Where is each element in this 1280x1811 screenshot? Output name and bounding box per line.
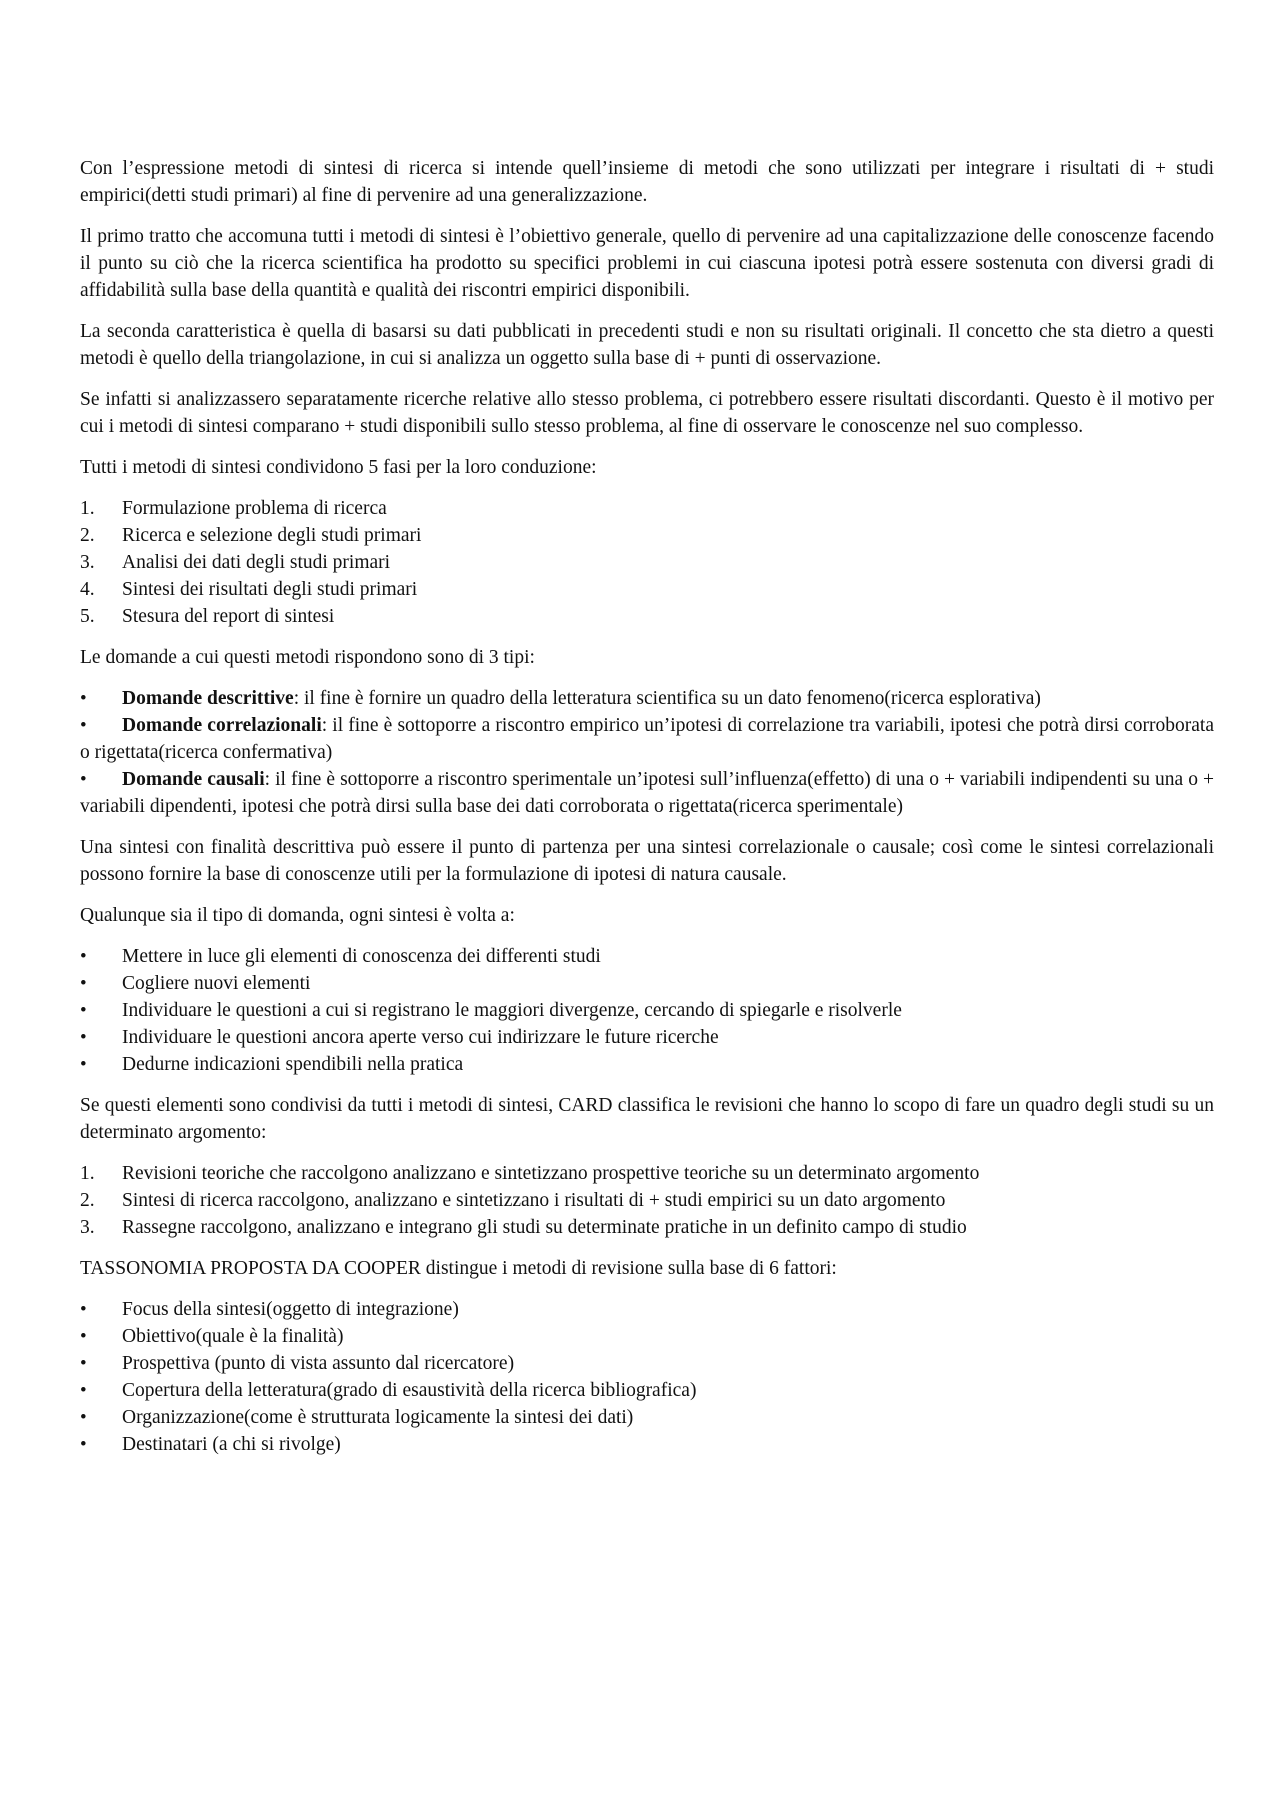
list-item [80, 1187, 1214, 1214]
list-item-text: Individuare le questioni ancora aperte verso cui indirizzare le future ricerche [122, 1027, 719, 1048]
list-item [80, 997, 1214, 1024]
list-item [80, 1377, 1214, 1404]
phases-list [80, 495, 1214, 630]
list-item-text: Cogliere nuovi elementi [122, 973, 311, 994]
list-item-text: Sintesi di ricerca raccolgono, analizzano e sintetizzano i risultati di + studi empirici su un dato argomento [122, 1190, 946, 1211]
list-item [80, 1431, 1214, 1458]
bullet-icon: • [80, 1299, 87, 1320]
term-causal: Domande causali [122, 769, 265, 790]
list-number: 2. [80, 525, 95, 546]
list-item [80, 712, 1214, 766]
paragraph-phases-intro: Tutti i metodi di sintesi condividono 5 fasi per la loro conduzione: [80, 457, 597, 478]
bullet-icon: • [80, 1353, 87, 1374]
cooper-factors-list [80, 1296, 1214, 1458]
list-item-text: Obiettivo(quale è la finalità) [122, 1326, 344, 1347]
bullet-icon: • [80, 688, 87, 709]
list-number: 5. [80, 606, 95, 627]
term-descriptive: Domande descrittive [122, 688, 294, 709]
list-item [80, 576, 1214, 603]
card-reviews-list [80, 1160, 1214, 1241]
list-item [80, 1323, 1214, 1350]
list-item [80, 685, 1214, 712]
list-item [80, 970, 1214, 997]
list-item-text: Stesura del report di sintesi [122, 606, 335, 627]
question-types-list [80, 685, 1214, 820]
bullet-icon: • [80, 1407, 87, 1428]
list-item-text: Dedurne indicazioni spendibili nella pratica [122, 1054, 464, 1075]
list-item [80, 495, 1214, 522]
list-item-text: Sintesi dei risultati degli studi primari [122, 579, 418, 600]
list-item-text: Copertura della letteratura(grado di esaustività della ricerca bibliografica) [122, 1380, 697, 1401]
document-page [80, 155, 1214, 1472]
paragraph-aims-intro: Qualunque sia il tipo di domanda, ogni sintesi è volta a: [80, 905, 515, 926]
bullet-icon: • [80, 1380, 87, 1401]
list-item-text: Prospettiva (punto di vista assunto dal ricercatore) [122, 1353, 515, 1374]
bullet-icon: • [80, 1326, 87, 1347]
bullet-icon: • [80, 1434, 87, 1455]
list-item-text: : il fine è sottoporre a riscontro sperimentale un’ipotesi sull’influenza(effetto) di una o + variabili indipendenti su una o + variabili dipendenti, ipotesi che potrà dirsi sulla base dei dati corroborata o rigettata(ricerca sperimentale) [80, 769, 1214, 817]
list-item-text: : il fine è fornire un quadro della letteratura scientifica su un dato fenomeno(ricerca esplorativa) [293, 688, 1041, 709]
paragraph-cooper-intro: TASSONOMIA PROPOSTA DA COOPER distingue i metodi di revisione sulla base di 6 fattori: [80, 1258, 837, 1279]
list-item [80, 1404, 1214, 1431]
paragraph-question-types-intro: Le domande a cui questi metodi rispondono sono di 3 tipi: [80, 647, 535, 668]
list-item-text: Rassegne raccolgono, analizzano e integrano gli studi su determinate pratiche in un definito campo di studio [122, 1217, 967, 1238]
list-number: 2. [80, 1190, 95, 1211]
list-item-text: : il fine è sottoporre a riscontro empirico un’ipotesi di correlazione tra variabili, ipotesi che potrà dirsi corroborata o rigettata(ricerca confermativa) [80, 715, 1214, 763]
list-item-text: Organizzazione(come è strutturata logicamente la sintesi dei dati) [122, 1407, 634, 1428]
list-item [80, 1214, 1214, 1241]
bullet-icon: • [80, 715, 87, 736]
list-number: 1. [80, 498, 95, 519]
term-correlational: Domande correlazionali [122, 715, 322, 736]
list-item [80, 1051, 1214, 1078]
list-item [80, 1024, 1214, 1051]
paragraph-second-trait: La seconda caratteristica è quella di basarsi su dati pubblicati in precedenti studi e non su risultati originali. Il concetto che sta dietro a questi metodi è quello della triangolazione, in cui si analizza un oggetto sulla base di + punti di osservazione. [80, 321, 1214, 369]
paragraph-descriptive-synthesis: Una sintesi con finalità descrittiva può essere il punto di partenza per una sintesi correlazionale o causale; così come le sintesi correlazionali possono fornire la base di conoscenze utili per la formulazione di ipotesi di natura causale. [80, 837, 1214, 885]
list-number: 3. [80, 1217, 95, 1238]
bullet-icon: • [80, 1027, 87, 1048]
list-item [80, 1296, 1214, 1323]
list-item-text: Ricerca e selezione degli studi primari [122, 525, 422, 546]
list-item [80, 549, 1214, 576]
list-item-text: Focus della sintesi(oggetto di integrazione) [122, 1299, 459, 1320]
list-item [80, 766, 1214, 820]
list-item-text: Formulazione problema di ricerca [122, 498, 387, 519]
paragraph-card-intro: Se questi elementi sono condivisi da tutti i metodi di sintesi, CARD classifica le revisioni che hanno lo scopo di fare un quadro degli studi su un determinato argomento: [80, 1095, 1214, 1143]
bullet-icon: • [80, 1054, 87, 1075]
synthesis-aims-list [80, 943, 1214, 1078]
list-number: 3. [80, 552, 95, 573]
bullet-icon: • [80, 769, 87, 790]
list-item [80, 943, 1214, 970]
list-item-text: Analisi dei dati degli studi primari [122, 552, 391, 573]
list-item [80, 1350, 1214, 1377]
list-item [80, 1160, 1214, 1187]
bullet-icon: • [80, 946, 87, 967]
bullet-icon: • [80, 973, 87, 994]
list-item-text: Mettere in luce gli elementi di conoscenza dei differenti studi [122, 946, 601, 967]
paragraph-definition: Con l’espressione metodi di sintesi di ricerca si intende quell’insieme di metodi che sono utilizzati per integrare i risultati di + studi empirici(detti studi primari) al fine di pervenire ad una generalizzazione. [80, 158, 1214, 206]
paragraph-first-trait: Il primo tratto che accomuna tutti i metodi di sintesi è l’obiettivo generale, quello di pervenire ad una capitalizzazione delle conoscenze facendo il punto su ciò che la ricerca scientifica ha prodotto su specifici problemi in cui ciascuna ipotesi potrà essere sostenuta con diversi gradi di affidabilità sulla base della quantità e qualità dei riscontri empirici disponibili. [80, 226, 1214, 301]
list-item [80, 522, 1214, 549]
list-item-text: Individuare le questioni a cui si registrano le maggiori divergenze, cercando di spiegarle e risolverle [122, 1000, 902, 1021]
list-item [80, 603, 1214, 630]
list-item-text: Revisioni teoriche che raccolgono analizzano e sintetizzano prospettive teoriche su un determinato argomento [122, 1163, 980, 1184]
list-number: 4. [80, 579, 95, 600]
bullet-icon: • [80, 1000, 87, 1021]
list-item-text: Destinatari (a chi si rivolge) [122, 1434, 341, 1455]
list-number: 1. [80, 1163, 95, 1184]
paragraph-triangulation: Se infatti si analizzassero separatamente ricerche relative allo stesso problema, ci potrebbero essere risultati discordanti. Questo è il motivo per cui i metodi di sintesi comparano + studi disponibili sullo stesso problema, al fine di osservare le conoscenze nel suo complesso. [80, 389, 1214, 437]
